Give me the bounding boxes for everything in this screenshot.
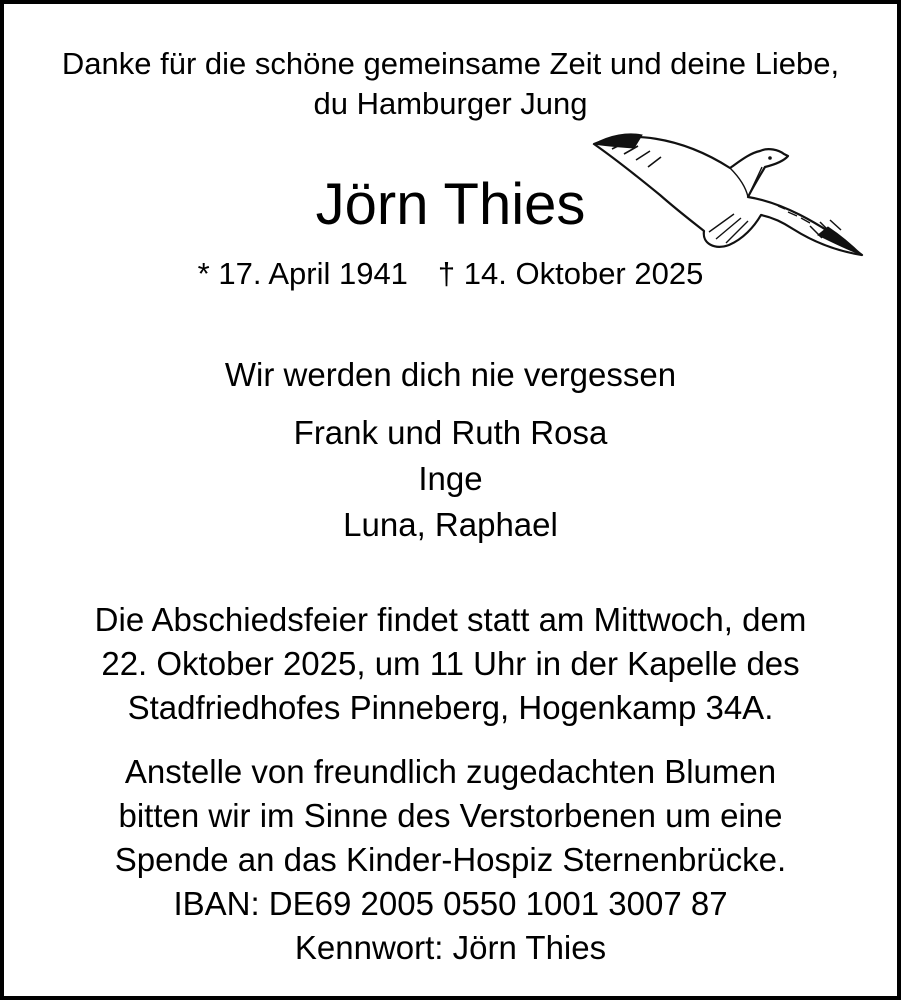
opening-dedication [4,44,897,124]
mourners-list [4,410,897,548]
mourner-line-1: Frank und Ruth Rosa [293,414,608,451]
donation-paragraph [4,750,897,970]
ceremony-line-2: 22. Oktober 2025, um 11 Uhr in der Kapelle des [101,645,800,682]
iban-line: IBAN: DE69 2005 0550 1001 3007 87 [173,885,728,922]
birth-date: * 17. April 1941 [197,256,408,291]
mourner-line-2: Inge [418,460,483,497]
opening-line-2: du Hamburger Jung [313,86,588,121]
ceremony-paragraph [4,598,897,730]
opening-line-1: Danke für die schöne gemeinsame Zeit und deine Liebe, [61,46,840,81]
keyword-line: Kennwort: Jörn Thies [294,929,607,966]
donation-line-1: Anstelle von freundlich zugedachten Blumen [124,753,777,790]
mourner-line-3: Luna, Raphael [343,506,558,543]
ceremony-line-3: Stadfriedhofes Pinneberg, Hogenkamp 34A. [127,689,774,726]
death-date: † 14. Oktober 2025 [437,256,704,291]
donation-line-3: Spende an das Kinder-Hospiz Sternenbrücke. [114,841,787,878]
ceremony-line-1: Die Abschiedsfeier findet statt am Mittwoch, dem [94,601,807,638]
life-dates [4,254,897,294]
deceased-name: Jörn Thies [315,172,586,237]
farewell-line: Wir werden dich nie vergessen [224,356,677,393]
donation-line-2: bitten wir im Sinne des Verstorbenen um eine [118,797,783,834]
